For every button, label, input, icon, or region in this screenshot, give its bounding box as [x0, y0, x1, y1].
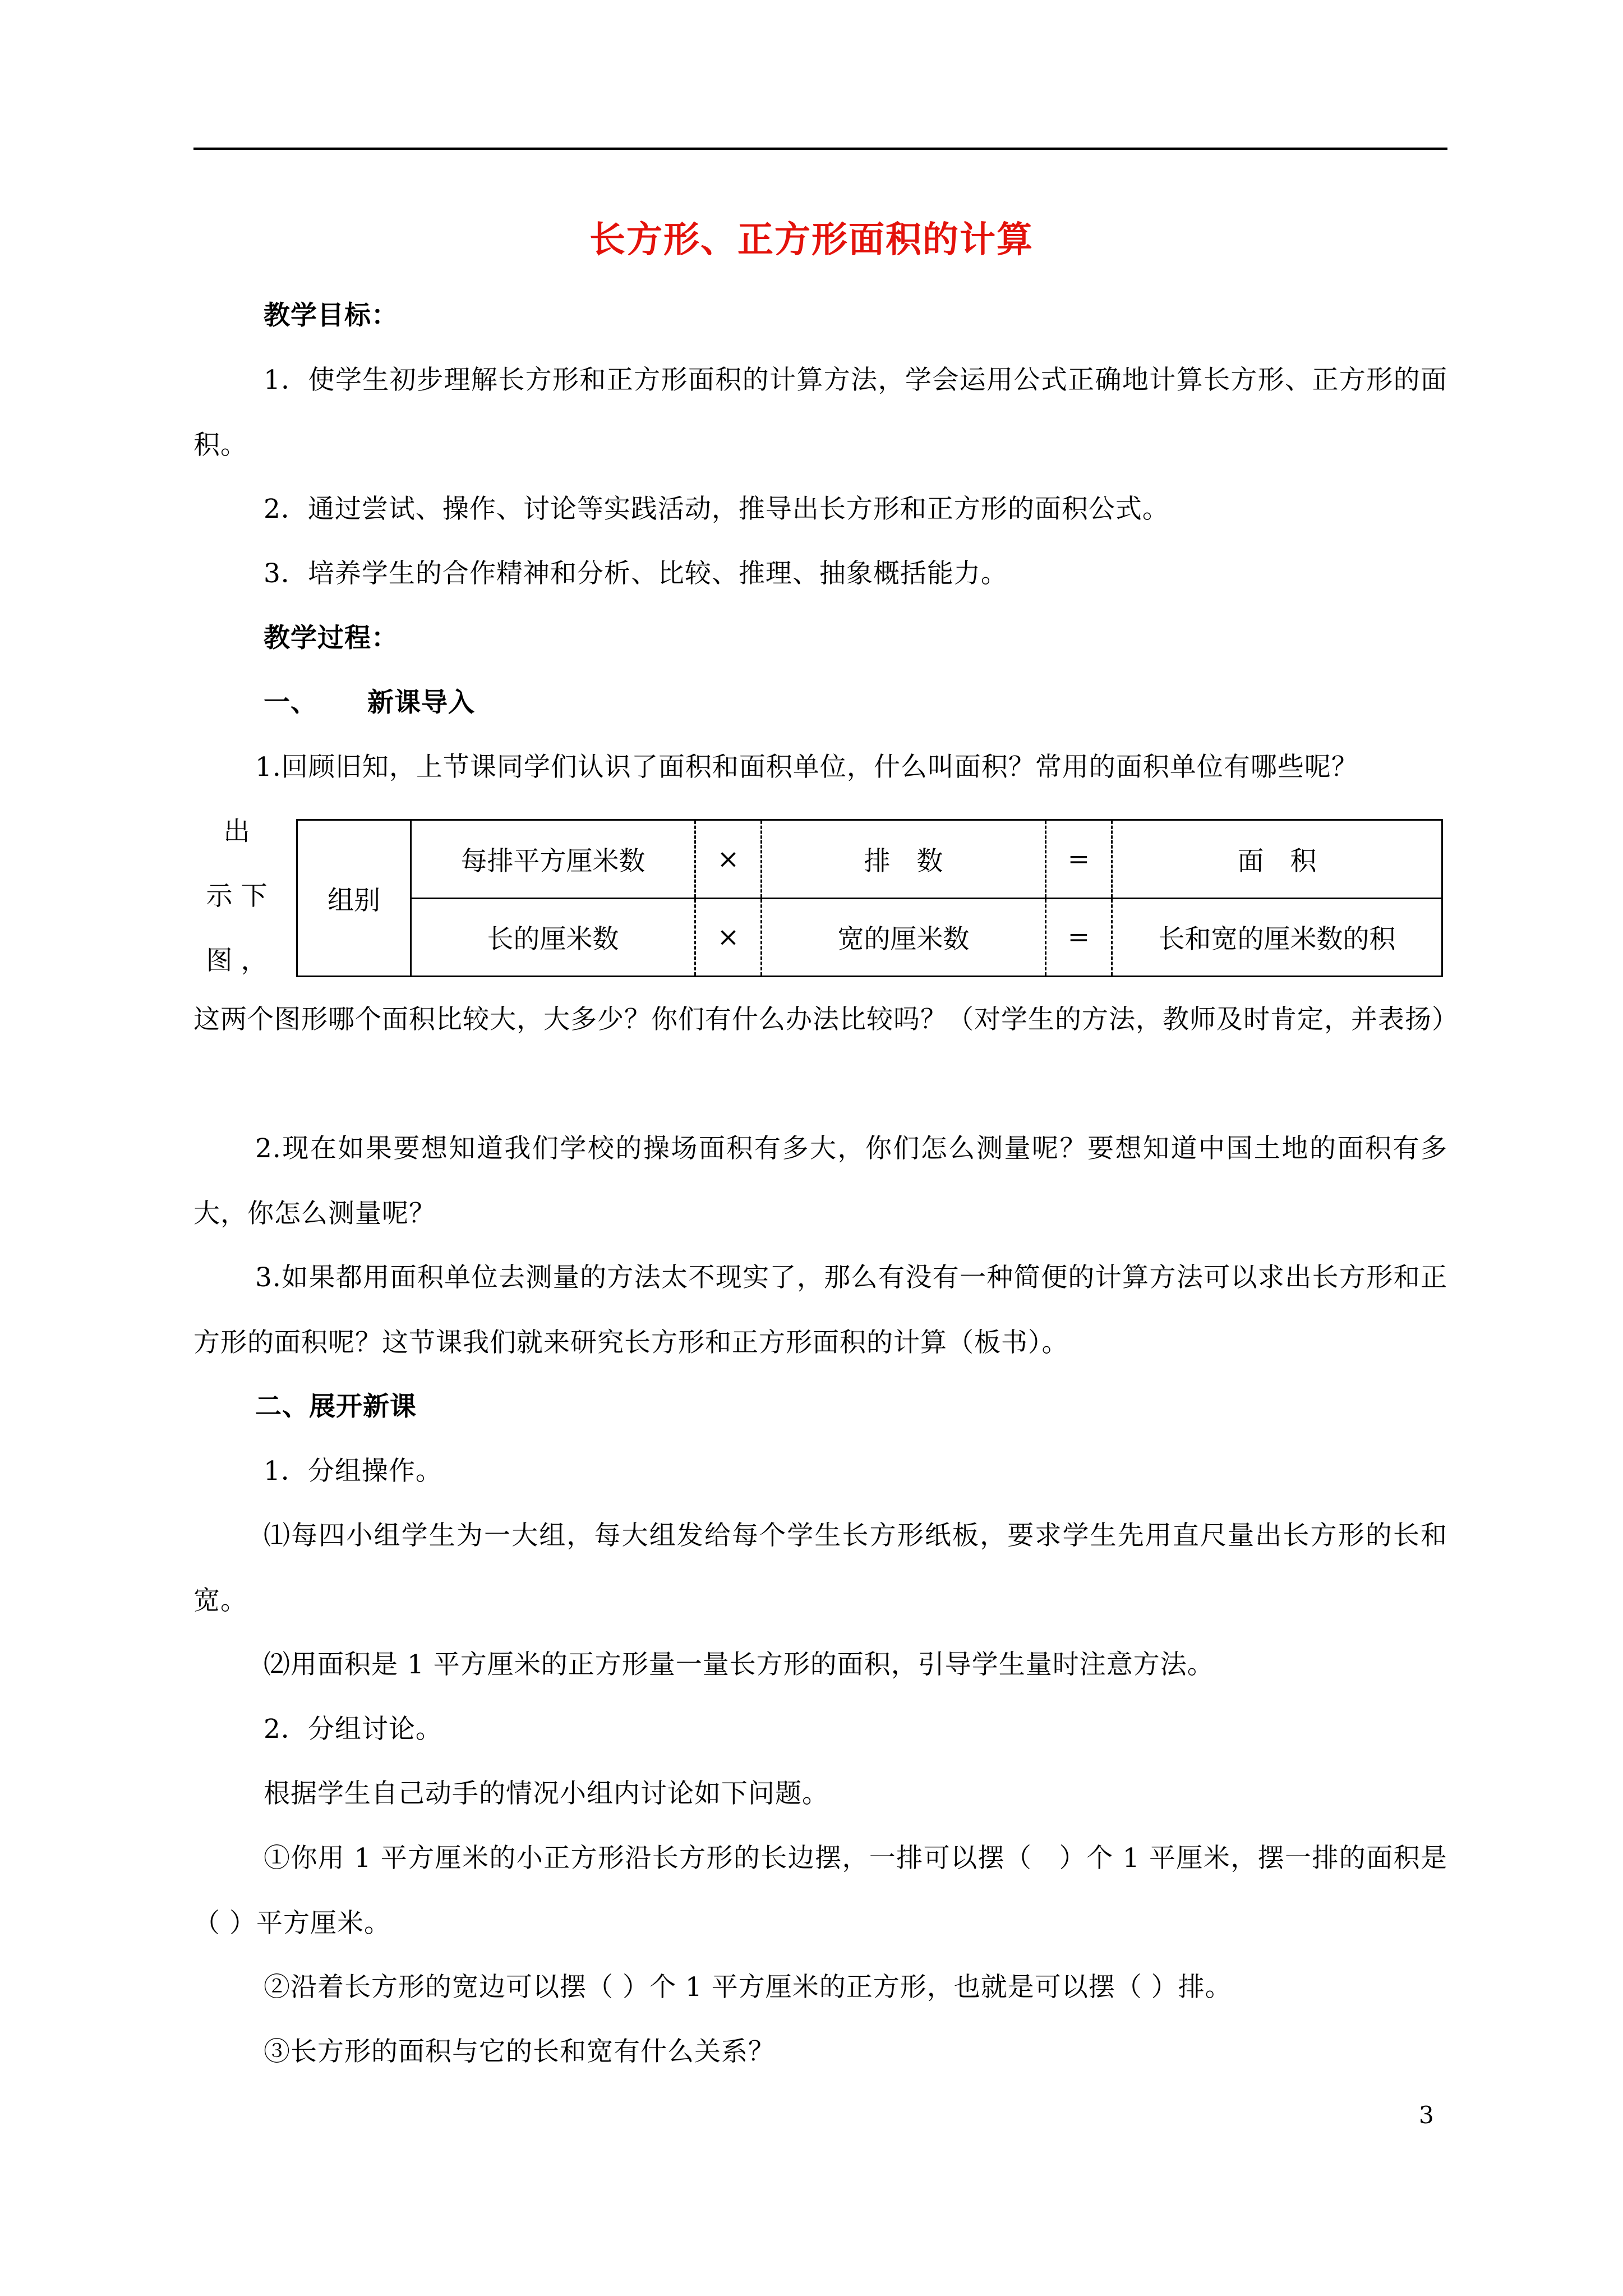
section-2-paragraph-6: ①你用 1 平方厘米的小正方形沿长方形的长边摆，一排可以摆（ ）个 1 平厘米，摆一排的面积是（ ）平方厘米。 [193, 1843, 1447, 1939]
page-title: 长方形、正方形面积的计算 [589, 219, 1034, 261]
equals-sign: = [1046, 820, 1112, 899]
objective-3: 3．培养学生的合作精神和分析、比较、推理、抽象概括能力。 [264, 558, 1008, 589]
group-label-cell: 组别 [297, 820, 411, 977]
section-1-title: 新课导入 [367, 687, 475, 718]
table-cell: 排 数 [762, 820, 1046, 899]
objective-1: 1．使学生初步理解长方形和正方形面积的计算方法，学会运用公式正确地计算长方形、正方形的面积。 [193, 365, 1447, 461]
section-2-paragraph-4: 2．分组讨论。 [264, 1714, 442, 1745]
times-sign: × [695, 898, 762, 977]
section-2-paragraph-7: ②沿着长方形的宽边可以摆（ ）个 1 平方厘米的正方形，也就是可以摆（ ）排。 [264, 1972, 1232, 2003]
table-row [297, 898, 1442, 977]
section-1-paragraph-3: 2.现在如果要想知道我们学校的操场面积有多大，你们怎么测量呢？要想知道中国土地的面积有多大，你怎么测量呢？ [193, 1133, 1447, 1229]
process-heading: 教学过程： [264, 623, 398, 654]
table-cell: 长和宽的厘米数的积 [1112, 898, 1442, 977]
side-label-line-2: 示 下 [206, 881, 268, 912]
section-1-paragraph-2: 这两个图形哪个面积比较大，大多少？你们有什么办法比较吗？（对学生的方法，教师及时肯定，并表扬） [193, 1004, 1459, 1035]
section-1-number: 一、 [264, 687, 317, 718]
times-sign: × [695, 820, 762, 899]
objectives-heading: 教学目标： [264, 300, 398, 331]
section-2-paragraph-5: 根据学生自己动手的情况小组内讨论如下问题。 [264, 1778, 829, 1809]
objective-2: 2．通过尝试、操作、讨论等实践活动，推导出长方形和正方形的面积公式。 [264, 494, 1169, 524]
header-rule [193, 148, 1447, 150]
table-cell: 宽的厘米数 [762, 898, 1046, 977]
table-cell: 长的厘米数 [411, 898, 695, 977]
side-label-line-3: 图 ， [206, 945, 268, 976]
page-number: 3 [1419, 2101, 1434, 2129]
section-2-heading: 二、展开新课 [255, 1391, 417, 1422]
section-2-paragraph-2: ⑴每四小组学生为一大组，每大组发给每个学生长方形纸板，要求学生先用直尺量出长方形的长和宽。 [193, 1520, 1447, 1616]
section-2-paragraph-3: ⑵用面积是 1 平方厘米的正方形量一量长方形的面积，引导学生量时注意方法。 [264, 1649, 1214, 1680]
section-1-paragraph-4: 3.如果都用面积单位去测量的方法太不现实了，那么有没有一种简便的计算方法可以求出长方形和正方形的面积呢？这节课我们就来研究长方形和正方形面积的计算（板书）。 [193, 1262, 1447, 1358]
section-1-paragraph-1: 1.回顾旧知，上节课同学们认识了面积和面积单位，什么叫面积？常用的面积单位有哪些呢？ [255, 752, 1358, 783]
table-row [297, 820, 1442, 899]
table-cell: 面 积 [1112, 820, 1442, 899]
side-label-line-1: 出 [223, 816, 250, 847]
section-2-paragraph-1: 1．分组操作。 [264, 1456, 442, 1487]
equals-sign: = [1046, 898, 1112, 977]
section-2-paragraph-8: ③长方形的面积与它的长和宽有什么关系？ [264, 2036, 775, 2067]
table-cell: 每排平方厘米数 [411, 820, 695, 899]
formula-table [296, 819, 1443, 977]
